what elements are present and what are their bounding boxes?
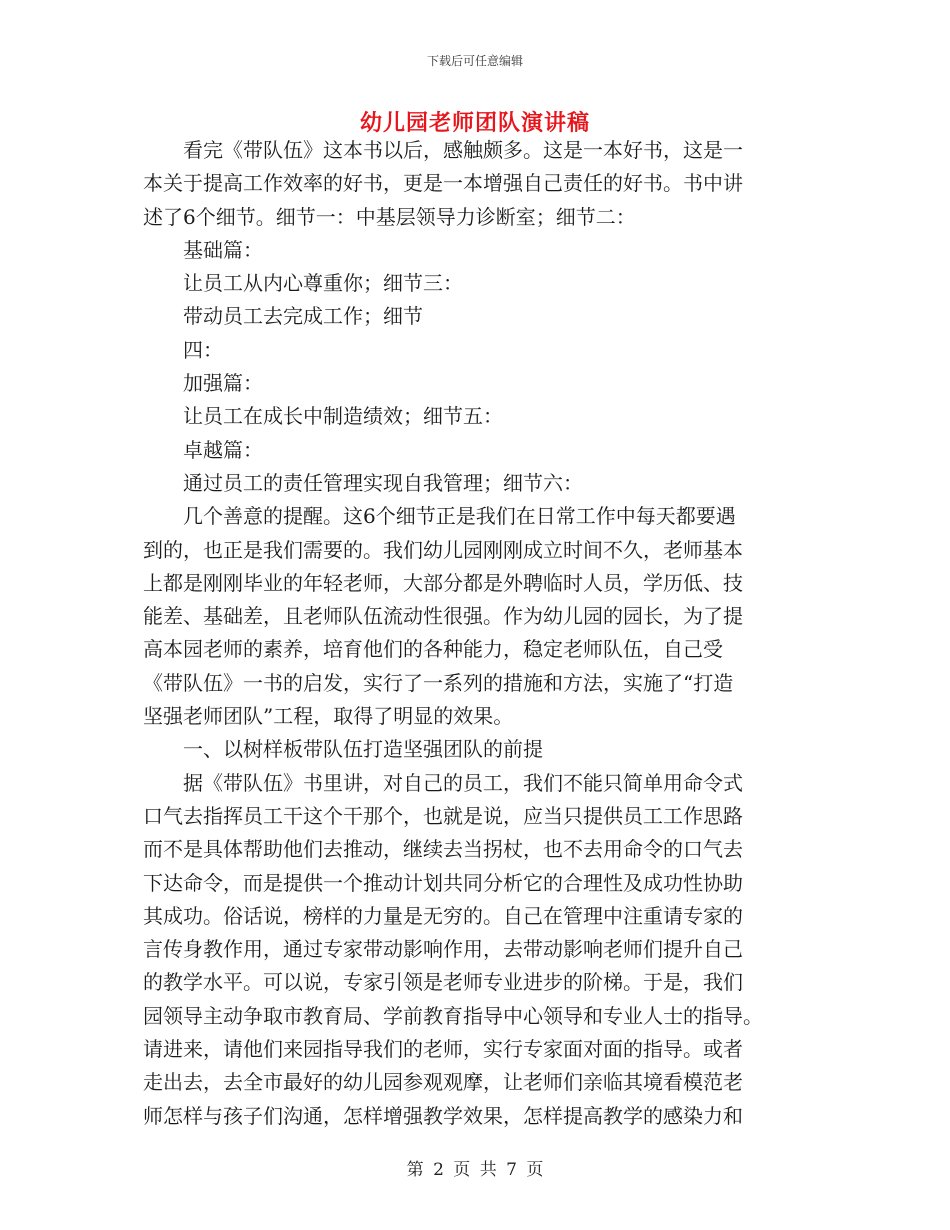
paragraph xyxy=(143,367,803,400)
text-line: 坚强老师团队”工程，取得了明显的效果。 xyxy=(143,704,514,729)
text-line: 带动员工去完成工作；细节 xyxy=(183,304,423,329)
text-line: 而不是具体帮助他们去推动，继续去当拐杖，也不去用命令的口气去 xyxy=(143,837,743,862)
text-line: 言传身教作用，通过专家带动影响作用，去带动影响老师们提升自己 xyxy=(143,937,743,962)
text-line: 口气去指挥员工干这个干那个，也就是说，应当只提供员工工作思路 xyxy=(143,803,743,828)
text-line: 基础篇： xyxy=(183,237,263,262)
paragraph xyxy=(143,267,803,300)
text-line: 走出去，去全市最好的幼儿园参观观摩，让老师们亲临其境看模范老 xyxy=(143,1070,743,1095)
text-line: 高本园老师的素养，培育他们的各种能力，稳定老师队伍，自己受 xyxy=(143,637,723,662)
document-body xyxy=(143,134,803,1133)
text-line: 据《带队伍》书里讲，对自己的员工，我们不能只简单用命令式 xyxy=(183,770,743,795)
paragraph xyxy=(143,234,803,267)
paragraph xyxy=(143,767,803,1133)
paragraph xyxy=(143,334,803,367)
text-line: 下达命令，而是提供一个推动计划共同分析它的合理性及成功性协助 xyxy=(143,870,743,895)
paragraph xyxy=(143,300,803,333)
paragraph xyxy=(143,400,803,433)
paragraph xyxy=(143,467,803,500)
text-line: 能差、基础差，且老师队伍流动性很强。作为幼儿园的园长，为了提 xyxy=(143,604,743,629)
text-line: 到的，也正是我们需要的。我们幼儿园刚刚成立时间不久，老师基本 xyxy=(143,537,743,562)
page-footer: 第 2 页 共 7 页 xyxy=(406,1160,544,1180)
text-line: 一、以树样板带队伍打造坚强团队的前提 xyxy=(183,737,543,762)
text-line: 《带队伍》一书的启发，实行了一系列的措施和方法，实施了“打造 xyxy=(143,670,734,695)
header-note: 下载后可任意编辑 xyxy=(426,54,523,68)
text-line: 师怎样与孩子们沟通，怎样增强教学效果，怎样提高教学的感染力和 xyxy=(143,1103,743,1128)
text-line: 几个善意的提醒。这6个细节正是我们在日常工作中每天都要遇 xyxy=(183,504,736,529)
text-line: 通过员工的责任管理实现自我管理；细节六： xyxy=(183,470,583,495)
text-line: 的教学水平。可以说，专家引领是老师专业进步的阶梯。于是，我们 xyxy=(143,970,743,995)
text-line: 加强篇： xyxy=(183,371,263,396)
text-line: 让员工从内心尊重你；细节三： xyxy=(183,271,463,296)
document-title: 幼儿园老师团队演讲稿 xyxy=(359,110,590,136)
text-line: 请进来，请他们来园指导我们的老师，实行专家面对面的指导。或者 xyxy=(143,1037,743,1062)
text-line: 卓越篇： xyxy=(183,437,263,462)
text-line: 述了6个细节。细节一：中基层领导力诊断室；细节二： xyxy=(143,204,636,229)
paragraph xyxy=(143,434,803,467)
text-line: 让员工在成长中制造绩效；细节五： xyxy=(183,404,503,429)
text-line: 园领导主动争取市教育局、学前教育指导中心领导和专业人士的指导。 xyxy=(143,1003,763,1028)
text-line: 其成功。俗话说，榜样的力量是无穷的。自己在管理中注重请专家的 xyxy=(143,903,743,928)
paragraph xyxy=(143,134,803,234)
text-line: 上都是刚刚毕业的年轻老师，大部分都是外聘临时人员，学历低、技 xyxy=(143,570,743,595)
text-line: 看完《带队伍》这本书以后，感触颇多。这是一本好书，这是一 xyxy=(183,138,743,162)
text-line: 本关于提高工作效率的好书，更是一本增强自己责任的好书。书中讲 xyxy=(143,171,743,196)
paragraph xyxy=(143,733,803,766)
paragraph xyxy=(143,500,803,733)
text-line: 四： xyxy=(183,337,223,362)
